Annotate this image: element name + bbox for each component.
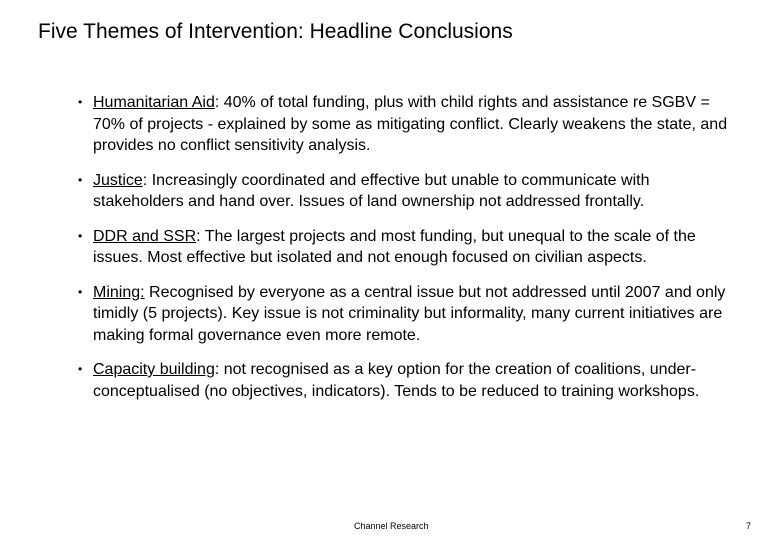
theme-item-humanitarian-aid [78, 92, 738, 157]
theme-text: The largest projects and most funding, but unequal to the scale of the issues. Most effective but isolated and not enough focused on civilian aspects. [93, 227, 696, 266]
theme-separator: : [214, 361, 224, 378]
bullet-icon: • [78, 95, 83, 109]
theme-list [78, 92, 738, 415]
theme-separator: : [142, 171, 152, 189]
bullet-icon: • [78, 228, 83, 243]
theme-heading: Capacity building [93, 361, 215, 378]
theme-heading: Justice [93, 171, 143, 189]
theme-heading: Humanitarian Aid [93, 94, 215, 111]
slide-title: Five Themes of Intervention: Headline Conclusions [38, 20, 513, 43]
bullet-icon: • [78, 284, 83, 299]
theme-text: Increasingly coordinated and effective but unable to communicate with stakeholders and hand over. Issues of land ownership not addressed frontally. [93, 171, 650, 210]
theme-text: not recognised as a key option for the creation of coalitions, under-conceptualised (no objectives, indicators). Tends to be reduced to training workshops. [93, 361, 700, 400]
theme-item-capacity-building [78, 359, 738, 402]
theme-item-mining [78, 282, 738, 347]
theme-text: 40% of total funding, plus with child rights and assistance re SGBV = 70% of projects - explained by some as mitigating conflict. Clearly weakens the state, and provides no conflict sensitivity analysis. [93, 94, 728, 154]
footer-organization: Channel Research [354, 521, 429, 531]
theme-separator: : [196, 227, 205, 245]
bullet-icon: • [78, 172, 83, 187]
theme-heading: DDR and SSR [93, 227, 197, 245]
theme-item-ddr-ssr [78, 226, 738, 269]
bullet-icon: • [78, 362, 83, 376]
theme-separator: : [214, 94, 224, 111]
theme-heading: Mining: [93, 283, 145, 301]
page-number: 7 [746, 521, 752, 531]
theme-text: Recognised by everyone as a central issue but not addressed until 2007 and only timidly (5 projects). Key issue is not criminality but informality, many current initiatives are making formal governance even more remote. [93, 283, 726, 344]
theme-item-justice [78, 170, 738, 213]
